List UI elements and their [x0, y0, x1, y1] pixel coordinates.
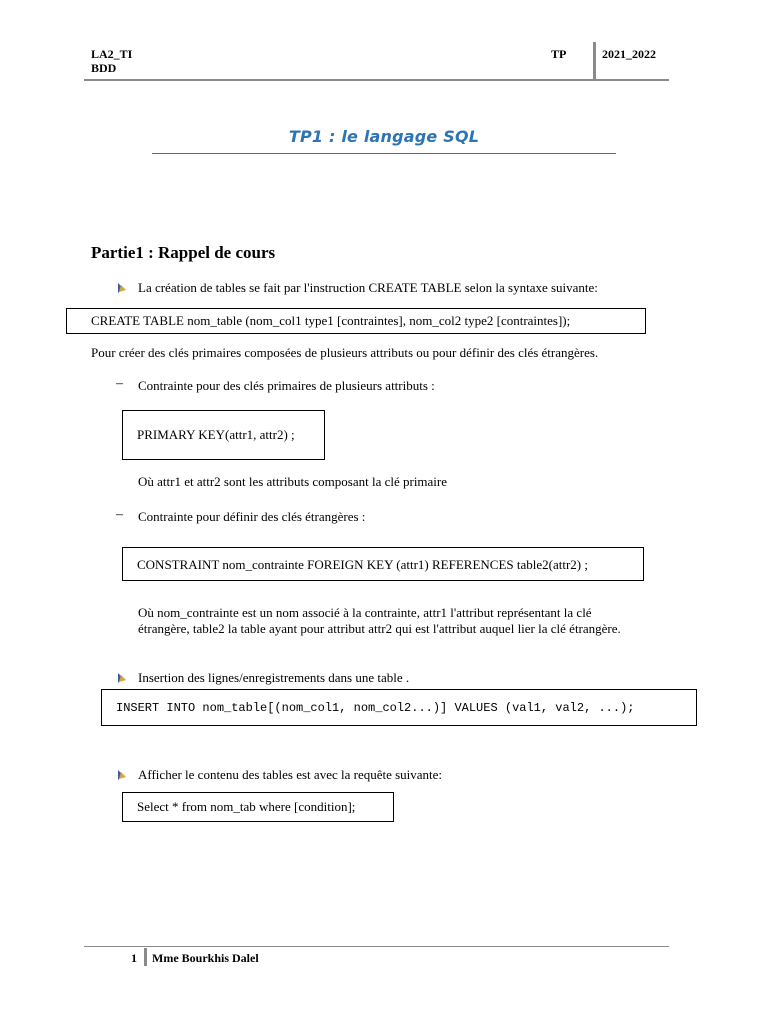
create-syntax-box	[66, 308, 646, 334]
title-underline	[152, 153, 616, 154]
header-divider	[593, 42, 596, 80]
header-rule	[84, 79, 669, 81]
bullet-text-insert: Insertion des lignes/enregistrements dans une table .	[138, 670, 410, 685]
bullet-text-create: La création de tables se fait par l'instruction CREATE TABLE selon la syntaxe suivante:	[138, 280, 598, 295]
header-type: TP	[551, 47, 567, 61]
select-code-box	[122, 792, 394, 822]
bullet-text-select: Afficher le contenu des tables est avec la requête suivante:	[138, 767, 443, 782]
pk-code-box	[122, 410, 325, 460]
section-heading: Partie1 : Rappel de cours	[91, 243, 276, 262]
insert-code-text: INSERT INTO nom_table[(nom_col1, nom_col2...)] VALUES (val1, val2, ...);	[116, 701, 635, 715]
header-course: LA2_TI	[91, 47, 133, 61]
footer-rule	[84, 946, 669, 947]
arrow-bullet-icon	[116, 282, 128, 294]
insert-code-box	[101, 689, 697, 726]
footer-divider	[144, 948, 147, 966]
pk-label: Contrainte pour des clés primaires de plusieurs attributs :	[138, 378, 435, 393]
create-syntax-text: CREATE TABLE nom_table (nom_col1 type1 [contraintes], nom_col2 type2 [contraintes]);	[91, 313, 571, 328]
fk-note-line1: Où nom_contrainte est un nom associé à la contrainte, attr1 l'attribut représentant la clé	[138, 605, 592, 620]
dash-bullet: –	[116, 507, 123, 522]
pk-note: Où attr1 et attr2 sont les attributs composant la clé primaire	[138, 474, 448, 489]
select-code-text: Select * from nom_tab where [condition];	[137, 799, 356, 814]
intro-paragraph: Pour créer des clés primaires composées de plusieurs attributs ou pour définir des clés étrangères.	[91, 345, 599, 360]
footer-page-number: 1	[131, 951, 137, 965]
fk-note-line2: étrangère, table2 la table ayant pour attribut attr2 qui est l'attribut auquel lier la clé étrangère.	[138, 621, 621, 636]
fk-label: Contrainte pour définir des clés étrangères :	[138, 509, 366, 524]
arrow-bullet-icon	[116, 672, 128, 684]
arrow-bullet-icon	[116, 769, 128, 781]
header-year: 2021_2022	[602, 47, 656, 61]
pk-code-text: PRIMARY KEY(attr1, attr2) ;	[137, 427, 295, 442]
fk-code-box	[122, 547, 644, 581]
header-subject: BDD	[91, 61, 117, 75]
footer-author: Mme Bourkhis Dalel	[152, 951, 259, 965]
dash-bullet: –	[116, 376, 123, 391]
page-title: TP1 : le langage SQL	[288, 127, 480, 146]
fk-code-text: CONSTRAINT nom_contrainte FOREIGN KEY (attr1) REFERENCES table2(attr2) ;	[137, 557, 588, 572]
